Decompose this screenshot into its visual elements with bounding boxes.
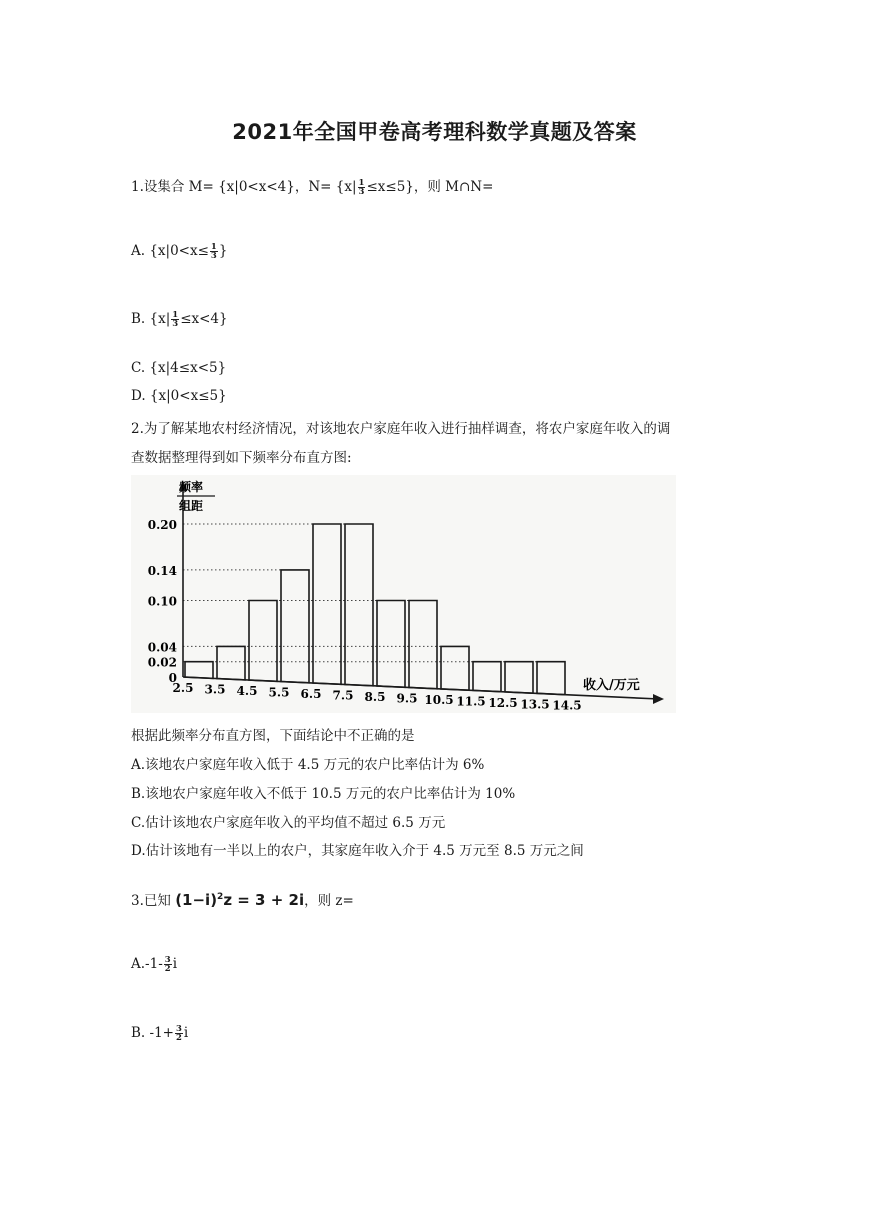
y-axis-label-denominator: 组距 [179, 499, 204, 513]
q2-prompt: 根据此频率分布直方图，下面结论中不正确的是 [131, 728, 415, 744]
fraction: $\frac{1}{3}$ [210, 242, 217, 261]
x-axis-label: 收入/万元 [583, 678, 640, 693]
y-tick-label: 0.10 [147, 594, 177, 609]
y-tick-label: 0.14 [147, 563, 177, 578]
q2-option-a: A.该地农户家庭年收入低于 4.5 万元的农户比率估计为 6% [131, 757, 485, 773]
q1-option-d: D. {x|0<x≤5} [131, 388, 227, 404]
x-tick-label: 2.5 [172, 681, 194, 695]
x-tick-label: 8.5 [364, 689, 386, 704]
q2-stem-line2: 查数据整理得到如下频率分布直方图: [131, 450, 352, 466]
q3-stem: 3.已知 $(1-i)^2z = 3 + 2i$，则 z= [131, 891, 354, 909]
fraction: $\frac{1}{3}$ [172, 310, 179, 329]
equation: $(1-i)^2z = 3 + 2i$ [175, 891, 305, 909]
q2-option-c: C.估计该地农户家庭年收入的平均值不超过 6.5 万元 [131, 815, 446, 831]
x-tick-label: 6.5 [300, 686, 322, 701]
x-tick-label: 12.5 [488, 695, 518, 710]
y-tick-label: 0.02 [147, 655, 177, 670]
q1-option-b: B. {x| $\frac{1}{3}$ ≤x<4} [131, 310, 228, 329]
x-tick-label: 14.5 [552, 698, 582, 713]
page-title: 2021年全国甲卷高考理科数学真题及答案 [232, 120, 637, 144]
x-tick-label: 7.5 [332, 688, 354, 703]
x-tick-label: 10.5 [424, 692, 454, 707]
q1-option-c: C. {x|4≤x<5} [131, 360, 227, 376]
x-tick-label: 9.5 [396, 691, 418, 706]
x-tick-label: 4.5 [236, 683, 258, 698]
x-tick-label: 5.5 [268, 685, 290, 700]
x-tick-label: 13.5 [520, 697, 550, 712]
fraction: $\frac{1}{3}$ [358, 178, 365, 197]
y-tick-label: 0.20 [147, 518, 177, 532]
x-tick-label: 3.5 [204, 682, 226, 697]
fraction: $\frac{3}{2}$ [175, 1024, 182, 1043]
y-tick-label: 0 [168, 671, 177, 685]
q2-option-d: D.估计该地有一半以上的农户，其家庭年收入介于 4.5 万元至 8.5 万元之间 [131, 843, 584, 859]
q2-option-b: B.该地农户家庭年收入不低于 10.5 万元的农户比率估计为 10% [131, 786, 516, 802]
fraction: $\frac{3}{2}$ [164, 955, 171, 974]
q1-option-a: A. {x|0<x≤ $\frac{1}{3}$ } [131, 242, 228, 261]
q3-option-a: A.-1- $\frac{3}{2}$ i [131, 955, 178, 974]
q3-option-b: B. -1+ $\frac{3}{2}$ i [131, 1024, 189, 1043]
q1-stem: 1.设集合 M= {x|0<x<4}，N= {x| $\frac{1}{3}$ ≤x≤5}，则 M∩N= [131, 178, 494, 197]
y-tick-label: 0.04 [147, 640, 177, 655]
x-tick-label: 11.5 [456, 694, 486, 709]
q2-stem-line1: 2.为了解某地农村经济情况，对该地农户家庭年收入进行抽样调查，将农户家庭年收入的调 [131, 421, 671, 437]
histogram-chart [131, 475, 676, 713]
y-axis-label-numerator: 频率 [179, 480, 204, 494]
